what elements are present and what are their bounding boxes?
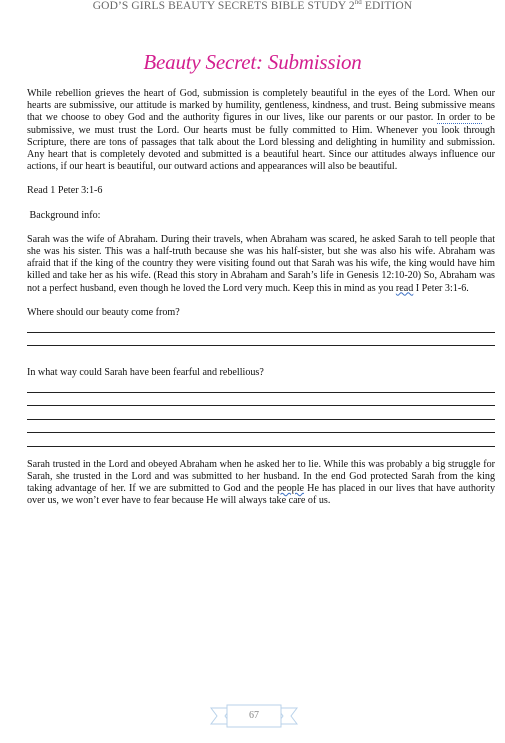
background-label: Background info:: [27, 209, 101, 221]
intro-text-1: While rebellion grieves the heart of God, submission is completely beautiful in the eyes of the Lord. When our hearts are submissive, our attitude is marked by humility, gentleness, kindness, and trust. Being submissive means that we choose to obey God and the authority figures in our lives, like our parents or our pastor.: [27, 88, 495, 124]
page-number-ribbon: [209, 703, 299, 729]
story-text-2: I Peter 3:1-6.: [413, 282, 469, 294]
header-tail: EDITION: [361, 0, 413, 12]
page-title: Beauty Secret: Submission: [143, 50, 362, 74]
document-body: [27, 88, 495, 508]
answer-lines-2[interactable]: [27, 379, 495, 447]
closing-text-1: Sarah trusted in the Lord and obeyed Abraham when he asked her to lie. While this was probably a big struggle for Sarah, she trusted in the Lord and was submitted to her husband. In the end God protected Sarah from the king taking advantage of her. If we are submitted to God and the: [27, 458, 495, 495]
closing-paragraph: [27, 459, 495, 508]
intro-text-2: be submissive, we must trust the Lord. Our hearts must be fully committed to Him. Whenever you look through Scripture, there are tons of passages that talk about the Lord blessing and delighting in humility and submission. Any heart that is completely devoted and submitted is a beautiful heart. Since our attitudes always influence our actions, if our heart is beautiful, our outward actions and appearances will also be beautiful.: [27, 112, 495, 173]
read-instruction: Read 1 Peter 3:1-6: [27, 185, 103, 197]
story-text-1: Sarah was the wife of Abraham. During their travels, when Abraham was scared, he asked Sarah to tell people that she was his sister. This was a half-truth because she was his half-sister, but she was also his wife. Abraham was afraid that if the king of the country they were visiting found out that Sarah was his wife, the king would have him killed and take her as his wife. (Read this story in Abraham and Sarah’s life in Genesis 12:10-20) So, Abraham was not a perfect husband, even though he loved the Lord very much. Keep this in mind as you: [27, 233, 495, 294]
closing-text-2: He has placed in our lives that have authority over us, we won’t ever have to fear because He will always take care of us.: [27, 483, 496, 507]
spelling-mark-2: people: [277, 483, 304, 495]
header-superscript: nd: [354, 0, 362, 7]
story-paragraph: [27, 234, 495, 295]
page-number: 67: [249, 710, 259, 721]
answer-lines-1[interactable]: [27, 319, 495, 346]
question-1: Where should our beauty come from?: [27, 306, 180, 318]
question-2: In what way could Sarah have been fearful and rebellious?: [27, 367, 264, 379]
running-header: [0, 0, 505, 13]
grammar-mark: In order to: [436, 112, 482, 124]
spelling-mark: read: [395, 282, 414, 294]
intro-paragraph: [27, 88, 495, 173]
header-text: GOD’S GIRLS BEAUTY SECRETS BIBLE STUDY 2: [92, 0, 355, 12]
